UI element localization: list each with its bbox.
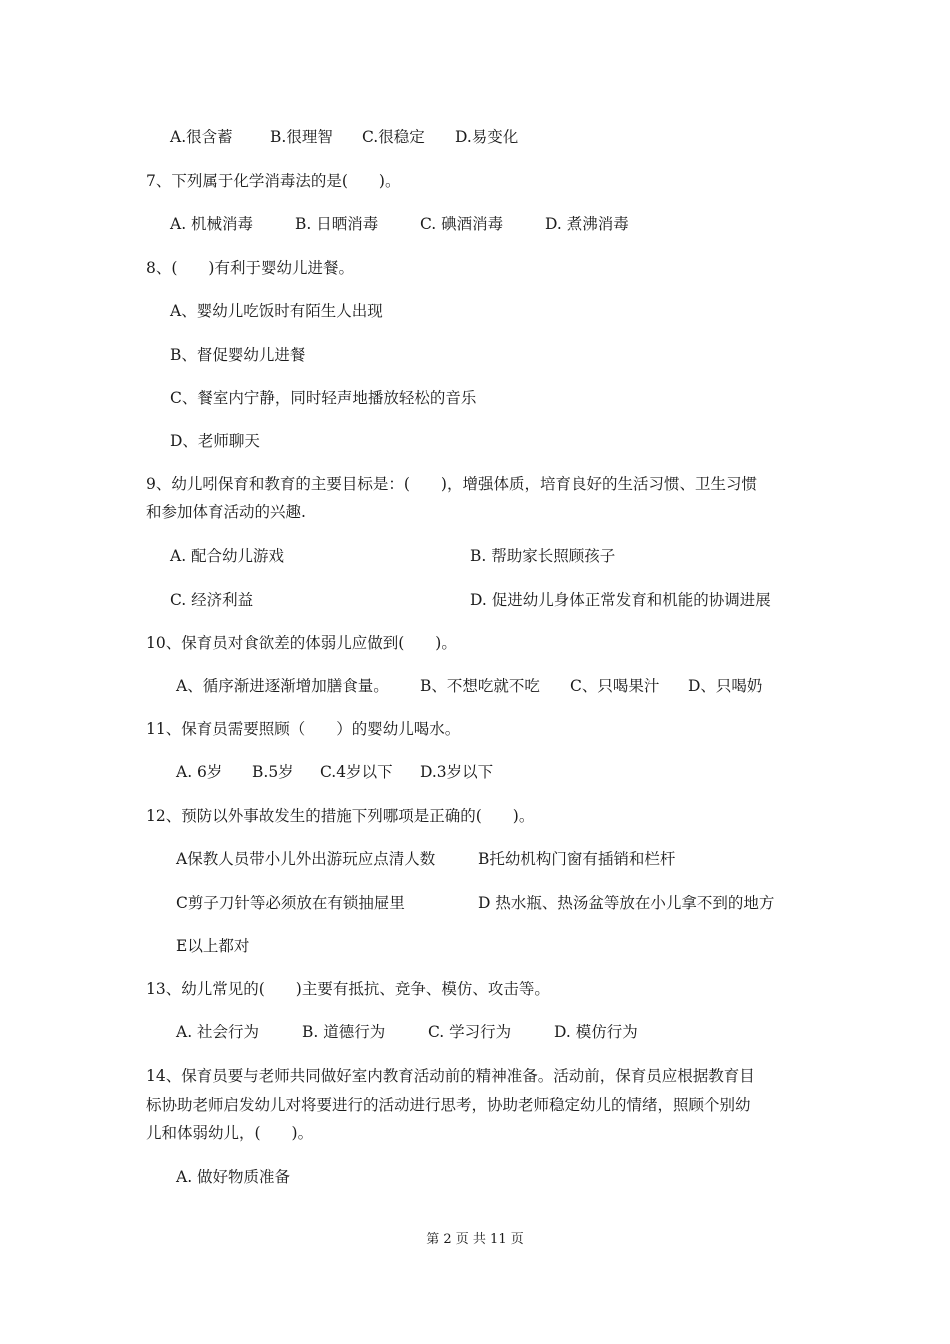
q13-option-b: B. 道德行为 <box>302 1023 386 1041</box>
q6-option-b: B.很理智 <box>270 128 333 146</box>
q7-option-c: C. 碘酒消毒 <box>420 215 504 233</box>
q10-option-d: D、只喝奶 <box>688 677 763 695</box>
q10-option-b: B、不想吃就不吃 <box>420 677 540 695</box>
q11-option-a: A. 6岁 <box>176 763 223 781</box>
page-footer: 第 2 页 共 11 页 <box>426 1232 524 1247</box>
q13-option-c: C. 学习行为 <box>428 1023 512 1041</box>
q6-option-c: C.很稳定 <box>362 128 425 146</box>
q10-stem: 10、保育员对食欲差的体弱儿应做到( )。 <box>146 634 457 652</box>
q14-stem-line1: 14、保育员要与老师共同做好室内教育活动前的精神准备。活动前，保育员应根据教育目 <box>146 1067 755 1085</box>
q14-stem-line2: 标协助老师启发幼儿对将要进行的活动进行思考，协助老师稳定幼儿的情绪，照顾个别幼 <box>146 1096 751 1114</box>
q8-stem: 8、( )有利于婴幼儿进餐。 <box>146 259 354 277</box>
q13-stem: 13、幼儿常见的( )主要有抵抗、竞争、模仿、攻击等。 <box>146 980 550 998</box>
q12-option-c: C剪子刀针等必须放在有锁抽屉里 <box>176 894 405 912</box>
q11-stem: 11、保育员需要照顾（ ）的婴幼儿喝水。 <box>146 720 461 738</box>
q9-option-b: B. 帮助家长照顾孩子 <box>470 547 616 565</box>
q11-option-d: D.3岁以下 <box>420 763 494 781</box>
q9-option-a: A. 配合幼儿游戏 <box>170 547 285 565</box>
q10-option-a: A、循序渐进逐渐增加膳食量。 <box>176 677 389 695</box>
q11-option-c: C.4岁以下 <box>320 763 393 781</box>
q9-option-c: C. 经济利益 <box>170 591 254 609</box>
q7-option-d: D. 煮沸消毒 <box>545 215 629 233</box>
q9-stem-line2: 和参加体育活动的兴趣. <box>146 503 306 521</box>
q6-option-d: D.易变化 <box>455 128 519 146</box>
q8-option-d: D、老师聊天 <box>170 432 260 450</box>
q8-option-b: B、督促婴幼儿进餐 <box>170 346 306 364</box>
q7-option-a: A. 机械消毒 <box>170 215 254 233</box>
q14-stem-line3: 儿和体弱幼儿，( )。 <box>146 1124 314 1142</box>
q12-option-d: D 热水瓶、热汤盆等放在小儿拿不到的地方 <box>478 894 775 912</box>
q9-option-d: D. 促进幼儿身体正常发育和机能的协调进展 <box>470 591 771 609</box>
q12-stem: 12、预防以外事故发生的措施下列哪项是正确的( )。 <box>146 807 535 825</box>
q12-option-a: A保教人员带小儿外出游玩应点清人数 <box>176 850 436 868</box>
q7-stem: 7、下列属于化学消毒法的是( )。 <box>146 172 401 190</box>
q12-option-b: B托幼机构门窗有插销和栏杆 <box>478 850 676 868</box>
q6-option-a: A.很含蓄 <box>170 128 233 146</box>
q11-option-b: B.5岁 <box>252 763 294 781</box>
q10-option-c: C、只喝果汁 <box>570 677 660 695</box>
q12-option-e: E以上都对 <box>176 937 250 955</box>
q13-option-a: A. 社会行为 <box>176 1023 260 1041</box>
q8-option-c: C、餐室内宁静，同时轻声地播放轻松的音乐 <box>170 389 477 407</box>
q9-stem-line1: 9、幼儿吲保育和教育的主要目标是：( )，增强体质，培育良好的生活习惯、卫生习惯 <box>146 475 757 493</box>
q13-option-d: D. 模仿行为 <box>554 1023 638 1041</box>
q7-option-b: B. 日晒消毒 <box>295 215 379 233</box>
q8-option-a: A、婴幼儿吃饭时有陌生人出现 <box>170 302 383 320</box>
q14-option-a: A. 做好物质准备 <box>176 1168 291 1186</box>
